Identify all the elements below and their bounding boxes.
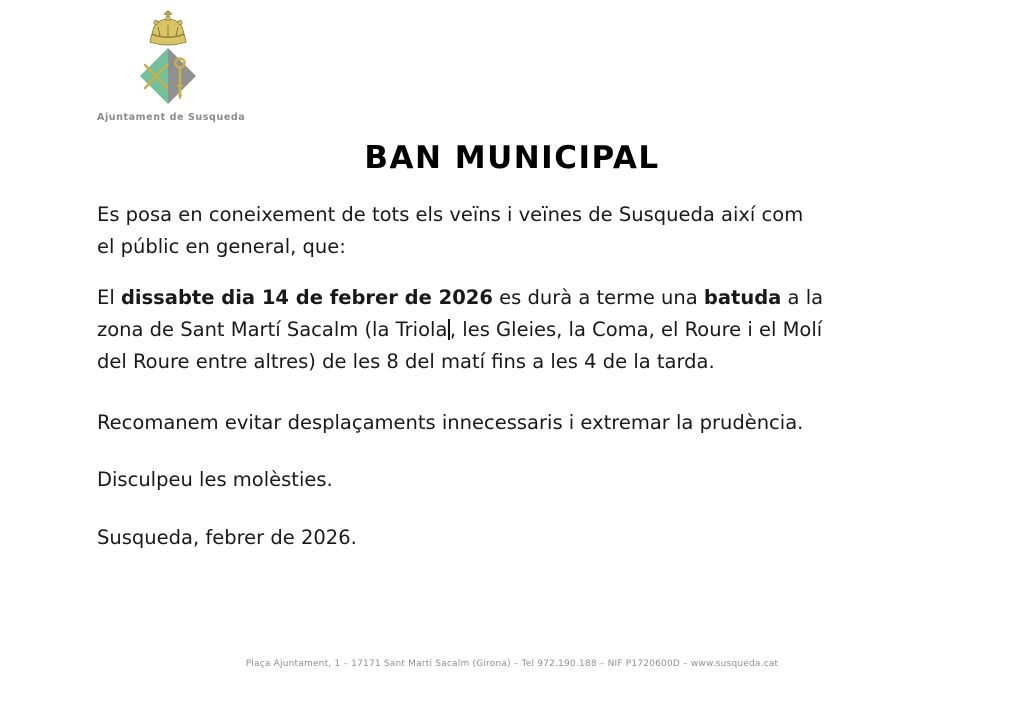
paragraph	[97, 407, 897, 439]
text-line	[97, 346, 897, 378]
bold-text-run: dissabte dia 14 de febrer de 2026	[120, 286, 493, 309]
text-line	[97, 407, 897, 439]
text-run: del Roure entre altres) de les 8 del matí fins a les 4 de la tarda.	[97, 350, 715, 373]
document-body[interactable]	[97, 199, 897, 554]
text-line	[97, 464, 897, 496]
text-run: zona de Sant Martí Sacalm (la Triola	[97, 318, 448, 341]
text-line	[97, 522, 897, 554]
text-run: , les Gleies, la Coma, el Roure i el Molí	[449, 318, 823, 341]
text-line	[97, 282, 897, 314]
paragraph	[97, 464, 897, 496]
crown-icon	[150, 11, 186, 45]
document-title: BAN MUNICIPAL	[364, 140, 660, 176]
text-run: Recomanem evitar desplaçaments innecessaris i extremar la prudència.	[97, 411, 804, 434]
text-run: Es posa en coneixement de tots els veïns i veïnes de Susqueda així com	[97, 203, 804, 226]
text-run: el públic en general, que:	[97, 235, 346, 258]
org-name-label: Ajuntament de Susqueda	[97, 112, 246, 123]
paragraph	[97, 199, 897, 263]
susqueda-coat-of-arms-icon	[136, 10, 200, 108]
text-run: a la	[781, 286, 824, 309]
text-line	[97, 231, 897, 263]
footer-address-line: Plaça Ajuntament, 1 – 17171 Sant Martí Sacalm (Girona) – Tel 972.190.188 – NIF P1720600D – www.susqueda.cat	[245, 659, 779, 669]
bold-text-run: batuda	[703, 286, 782, 309]
paragraph	[97, 522, 897, 554]
text-run: Disculpeu les molèsties.	[97, 468, 333, 491]
lozenge-shield	[140, 48, 196, 104]
text-line	[97, 199, 897, 231]
text-run: Susqueda, febrer de 2026.	[97, 526, 357, 549]
text-run: es durà a terme una	[492, 286, 704, 309]
paragraph	[97, 282, 897, 378]
text-run: El	[97, 286, 121, 309]
text-line	[97, 314, 897, 346]
municipality-logo-block	[97, 10, 246, 123]
